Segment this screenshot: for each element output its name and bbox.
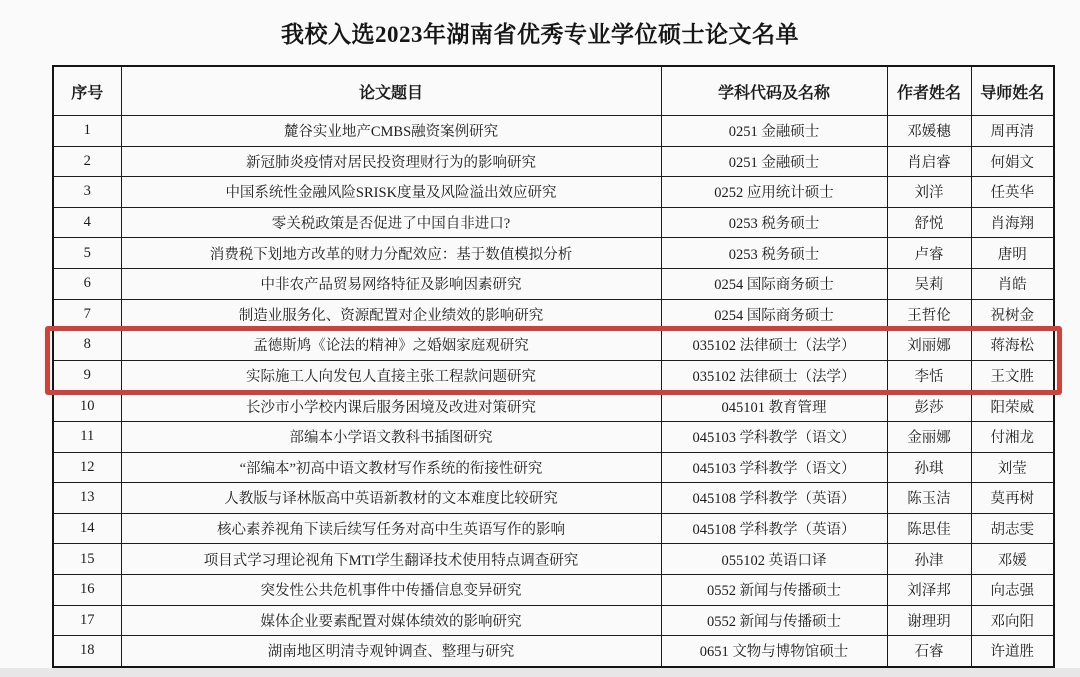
cell-seq: 18	[53, 636, 121, 667]
cell-advisor: 肖海翔	[971, 207, 1054, 238]
cell-discipline: 045103 学科教学（语文）	[661, 421, 887, 452]
cell-thesis-title: 突发性公共危机事件中传播信息变异研究	[121, 574, 661, 605]
cell-advisor: 祝树金	[971, 299, 1054, 330]
cell-discipline: 035102 法律硕士（法学）	[661, 360, 887, 391]
cell-discipline: 045108 学科教学（英语）	[661, 513, 887, 544]
cell-author: 陈玉洁	[887, 483, 971, 514]
table-row	[53, 146, 1054, 177]
table-row	[53, 574, 1054, 605]
cell-author: 谢理玥	[887, 605, 971, 636]
cell-advisor: 刘莹	[971, 452, 1054, 483]
cell-advisor: 阳荣威	[971, 391, 1054, 422]
table-header-row	[53, 66, 1054, 116]
cell-advisor: 向志强	[971, 574, 1054, 605]
cell-discipline: 0552 新闻与传播硕士	[661, 605, 887, 636]
table-row	[53, 360, 1054, 391]
header-seq: 序号	[53, 66, 121, 116]
cell-seq: 14	[53, 513, 121, 544]
cell-seq: 10	[53, 391, 121, 422]
table-row	[53, 207, 1054, 238]
cell-thesis-title: 消费税下划地方改革的财力分配效应：基于数值模拟分析	[121, 238, 661, 269]
cell-author: 陈思佳	[887, 513, 971, 544]
cell-advisor: 付湘龙	[971, 421, 1054, 452]
cell-discipline: 0252 应用统计硕士	[661, 177, 887, 208]
cell-seq: 9	[53, 360, 121, 391]
cell-seq: 3	[53, 177, 121, 208]
cell-advisor: 唐明	[971, 238, 1054, 269]
table-row	[53, 391, 1054, 422]
table-row	[53, 177, 1054, 208]
cell-advisor: 邓向阳	[971, 605, 1054, 636]
cell-author: 石睿	[887, 636, 971, 667]
table-row	[53, 544, 1054, 575]
table-row	[53, 605, 1054, 636]
cell-seq: 5	[53, 238, 121, 269]
cell-advisor: 肖皓	[971, 268, 1054, 299]
cell-discipline: 045101 教育管理	[661, 391, 887, 422]
cell-thesis-title: 湖南地区明清寺观钟调查、整理与研究	[121, 636, 661, 667]
table-row	[53, 238, 1054, 269]
cell-discipline: 0254 国际商务硕士	[661, 299, 887, 330]
cell-author: 刘泽邦	[887, 574, 971, 605]
header-discipline: 学科代码及名称	[661, 66, 887, 116]
cell-advisor: 任英华	[971, 177, 1054, 208]
cell-author: 邓媛穗	[887, 116, 971, 147]
cell-advisor: 邓媛	[971, 544, 1054, 575]
table-row	[53, 268, 1054, 299]
cell-discipline: 0552 新闻与传播硕士	[661, 574, 887, 605]
cell-thesis-title: 零关税政策是否促进了中国自非进口?	[121, 207, 661, 238]
cell-seq: 11	[53, 421, 121, 452]
cell-advisor: 何娟文	[971, 146, 1054, 177]
table-row	[53, 452, 1054, 483]
table-row	[53, 513, 1054, 544]
thesis-table	[52, 65, 1055, 668]
cell-author: 彭莎	[887, 391, 971, 422]
cell-discipline: 055102 英语口译	[661, 544, 887, 575]
cell-thesis-title: 媒体企业要素配置对媒体绩效的影响研究	[121, 605, 661, 636]
cell-seq: 16	[53, 574, 121, 605]
cell-thesis-title: 中国系统性金融风险SRISK度量及风险溢出效应研究	[121, 177, 661, 208]
cell-advisor: 周再清	[971, 116, 1054, 147]
cell-thesis-title: 麓谷实业地产CMBS融资案例研究	[121, 116, 661, 147]
table-row	[53, 116, 1054, 147]
cell-author: 肖启睿	[887, 146, 971, 177]
cell-discipline: 0253 税务硕士	[661, 207, 887, 238]
cell-advisor: 胡志雯	[971, 513, 1054, 544]
table-body	[53, 116, 1054, 667]
cell-author: 刘洋	[887, 177, 971, 208]
table-row	[53, 299, 1054, 330]
cell-discipline: 0253 税务硕士	[661, 238, 887, 269]
cell-seq: 7	[53, 299, 121, 330]
cell-advisor: 莫再树	[971, 483, 1054, 514]
cell-discipline: 0251 金融硕士	[661, 146, 887, 177]
cell-thesis-title: 长沙市小学校内课后服务困境及改进对策研究	[121, 391, 661, 422]
cell-thesis-title: 核心素养视角下读后续写任务对高中生英语写作的影响	[121, 513, 661, 544]
cell-author: 王哲伦	[887, 299, 971, 330]
cell-author: 吴莉	[887, 268, 971, 299]
cell-discipline: 0251 金融硕士	[661, 116, 887, 147]
cell-author: 孙津	[887, 544, 971, 575]
cell-author: 金丽娜	[887, 421, 971, 452]
table-row	[53, 636, 1054, 667]
cell-seq: 12	[53, 452, 121, 483]
cell-seq: 6	[53, 268, 121, 299]
cell-discipline: 045103 学科教学（语文）	[661, 452, 887, 483]
cell-thesis-title: 部编本小学语文教科书插图研究	[121, 421, 661, 452]
cell-seq: 8	[53, 330, 121, 361]
bottom-strip	[0, 668, 1080, 677]
cell-thesis-title: 孟德斯鸠《论法的精神》之婚姻家庭观研究	[121, 330, 661, 361]
cell-thesis-title: 项目式学习理论视角下MTI学生翻译技术使用特点调查研究	[121, 544, 661, 575]
page-title: 我校入选2023年湖南省优秀专业学位硕士论文名单	[281, 22, 799, 47]
cell-thesis-title: 人教版与译林版高中英语新教材的文本难度比较研究	[121, 483, 661, 514]
table-row	[53, 483, 1054, 514]
header-title: 论文题目	[121, 66, 661, 116]
table-row	[53, 421, 1054, 452]
cell-seq: 15	[53, 544, 121, 575]
cell-author: 李恬	[887, 360, 971, 391]
cell-thesis-title: 制造业服务化、资源配置对企业绩效的影响研究	[121, 299, 661, 330]
cell-discipline: 0651 文物与博物馆硕士	[661, 636, 887, 667]
cell-thesis-title: 实际施工人向发包人直接主张工程款问题研究	[121, 360, 661, 391]
cell-thesis-title: “部编本”初高中语文教材写作系统的衔接性研究	[121, 452, 661, 483]
cell-author: 孙琪	[887, 452, 971, 483]
cell-seq: 1	[53, 116, 121, 147]
cell-discipline: 0254 国际商务硕士	[661, 268, 887, 299]
cell-advisor: 王文胜	[971, 360, 1054, 391]
cell-advisor: 蒋海松	[971, 330, 1054, 361]
table-row	[53, 330, 1054, 361]
header-author: 作者姓名	[887, 66, 971, 116]
cell-discipline: 035102 法律硕士（法学）	[661, 330, 887, 361]
cell-seq: 4	[53, 207, 121, 238]
cell-author: 卢睿	[887, 238, 971, 269]
cell-seq: 17	[53, 605, 121, 636]
cell-thesis-title: 新冠肺炎疫情对居民投资理财行为的影响研究	[121, 146, 661, 177]
header-advisor: 导师姓名	[971, 66, 1054, 116]
cell-seq: 13	[53, 483, 121, 514]
cell-advisor: 许道胜	[971, 636, 1054, 667]
cell-seq: 2	[53, 146, 121, 177]
cell-thesis-title: 中非农产品贸易网络特征及影响因素研究	[121, 268, 661, 299]
cell-author: 舒悦	[887, 207, 971, 238]
cell-author: 刘丽娜	[887, 330, 971, 361]
cell-discipline: 045108 学科教学（英语）	[661, 483, 887, 514]
